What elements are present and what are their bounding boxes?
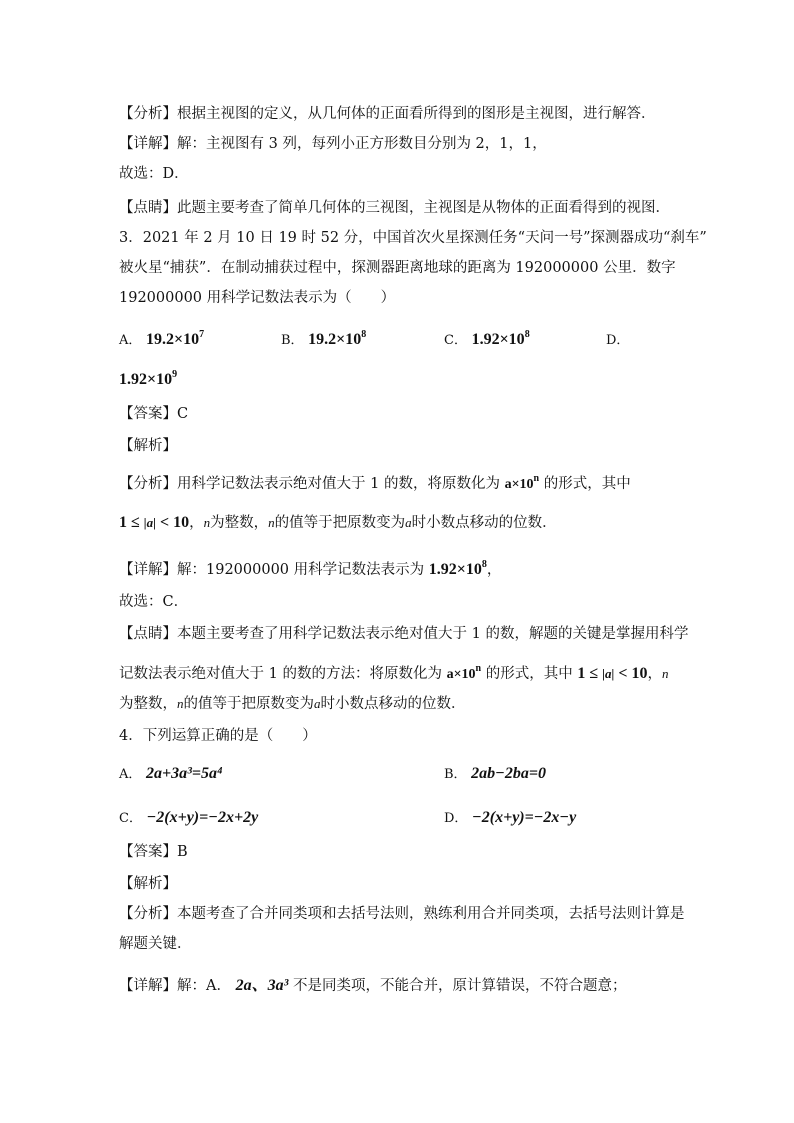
q3-choice-line: 故选：C． — [119, 594, 189, 610]
q3-answer: 【答案】C — [119, 406, 189, 422]
option-formula: $19.2\times 10^8$ — [308, 329, 367, 348]
q4-analysis-line-2: 解题关键． — [119, 936, 192, 952]
q4-analysis-heading: 【解析】 — [119, 876, 177, 892]
option-label: C． — [444, 333, 467, 348]
inequality: 1 ≤ |a| < 10 — [577, 665, 648, 682]
q3-option-a — [119, 330, 204, 351]
q4-analysis-line-1: 【分析】本题考查了合并同类项和去括号法则，熟练利用合并同类项，去括号法则计算是 — [119, 906, 685, 922]
q3-option-d-formula: $1.92\times 10^9$ — [119, 369, 178, 388]
formula: $a\times 10^n$ — [504, 473, 540, 492]
q3-comment-line-1: 【点睛】本题主要考查了用科学记数法表示绝对值大于 1 的数，解题的关键是掌握用科学 — [119, 626, 689, 642]
option-formula: −2(x+y)=−2x+2y — [146, 809, 259, 826]
formula: 2a、3a³ — [235, 977, 289, 994]
q4-stem: 4．下列运算正确的是（ ） — [119, 728, 317, 744]
q4-option-c: C． −2(x+y)=−2x+2y — [119, 809, 259, 826]
q3-analysis-heading: 【解析】 — [119, 438, 177, 454]
analysis-line: 【分析】根据主视图的定义，从几何体的正面看所得到的图形是主视图，进行解答． — [119, 106, 656, 122]
inequality: 1 ≤ |a| < 10 — [119, 514, 190, 531]
q3-stem-line-1: 3．2021 年 2 月 10 日 19 时 52 分，中国首次火星探测任务“天问一号”探测器成功“刹车” — [119, 230, 707, 246]
q3-comment-line-2: 记数法表示绝对值大于 1 的数的方法：将原数化为 $a\times 10^n$ 的形式，其中 1 ≤ |a| < 10，n — [119, 663, 669, 682]
q3-stem-line-3: 192000000 用科学记数法表示为（ ） — [119, 290, 396, 306]
q4-detail-line: 【详解】解：A． 2a、3a³ 不是同类项，不能合并，原计算错误，不符合题意； — [119, 977, 627, 994]
q3-option-c — [444, 330, 530, 351]
option-formula: 2a+3a³=5a⁴ — [146, 765, 223, 782]
option-formula: 2ab−2ba=0 — [471, 765, 546, 782]
q4-answer: 【答案】B — [119, 844, 188, 860]
q3-comment-line-3: 为整数，n的值等于把原数变为a时小数点移动的位数． — [119, 696, 466, 712]
option-formula: $1.92\times 10^8$ — [471, 329, 530, 348]
detail-line: 【详解】解：主视图有 3 列，每列小正方形数目分别为 2，1，1， — [119, 136, 547, 152]
q4-option-a: A． 2a+3a³=5a⁴ — [119, 765, 223, 782]
option-formula: $19.2\times 10^7$ — [146, 329, 205, 348]
q3-stem-line-2: 被火星“捕获”．在制动捕获过程中，探测器距离地球的距离为 192000000 公里．数字 — [119, 260, 676, 276]
comment-line: 【点睛】此题主要考查了简单几何体的三视图，主视图是从物体的正面看得到的视图． — [119, 200, 670, 216]
q3-option-b — [281, 330, 366, 351]
option-formula: −2(x+y)=−2x−y — [472, 809, 577, 826]
q3-detail-line: 【详解】解：192000000 用科学记数法表示为 $1.92\times 10^8$， — [119, 559, 502, 578]
choice-line: 故选：D． — [119, 166, 189, 182]
option-label: A． — [119, 333, 142, 348]
q4-option-d: D． −2(x+y)=−2x−y — [444, 809, 577, 826]
q3-analysis-line-1: 【分析】用科学记数法表示绝对值大于 1 的数，将原数化为 $a\times 10^n$ 的形式，其中 — [119, 473, 631, 492]
formula: $1.92\times 10^8$ — [428, 559, 487, 578]
q3-option-d-label: D． — [606, 333, 630, 348]
option-label: B． — [281, 333, 304, 348]
formula: $a\times 10^n$ — [446, 663, 482, 682]
q4-option-b: B． 2ab−2ba=0 — [444, 765, 546, 782]
q3-analysis-line-2: 1 ≤ |a| < 10，n为整数，n的值等于把原数变为a时小数点移动的位数． — [119, 514, 557, 531]
